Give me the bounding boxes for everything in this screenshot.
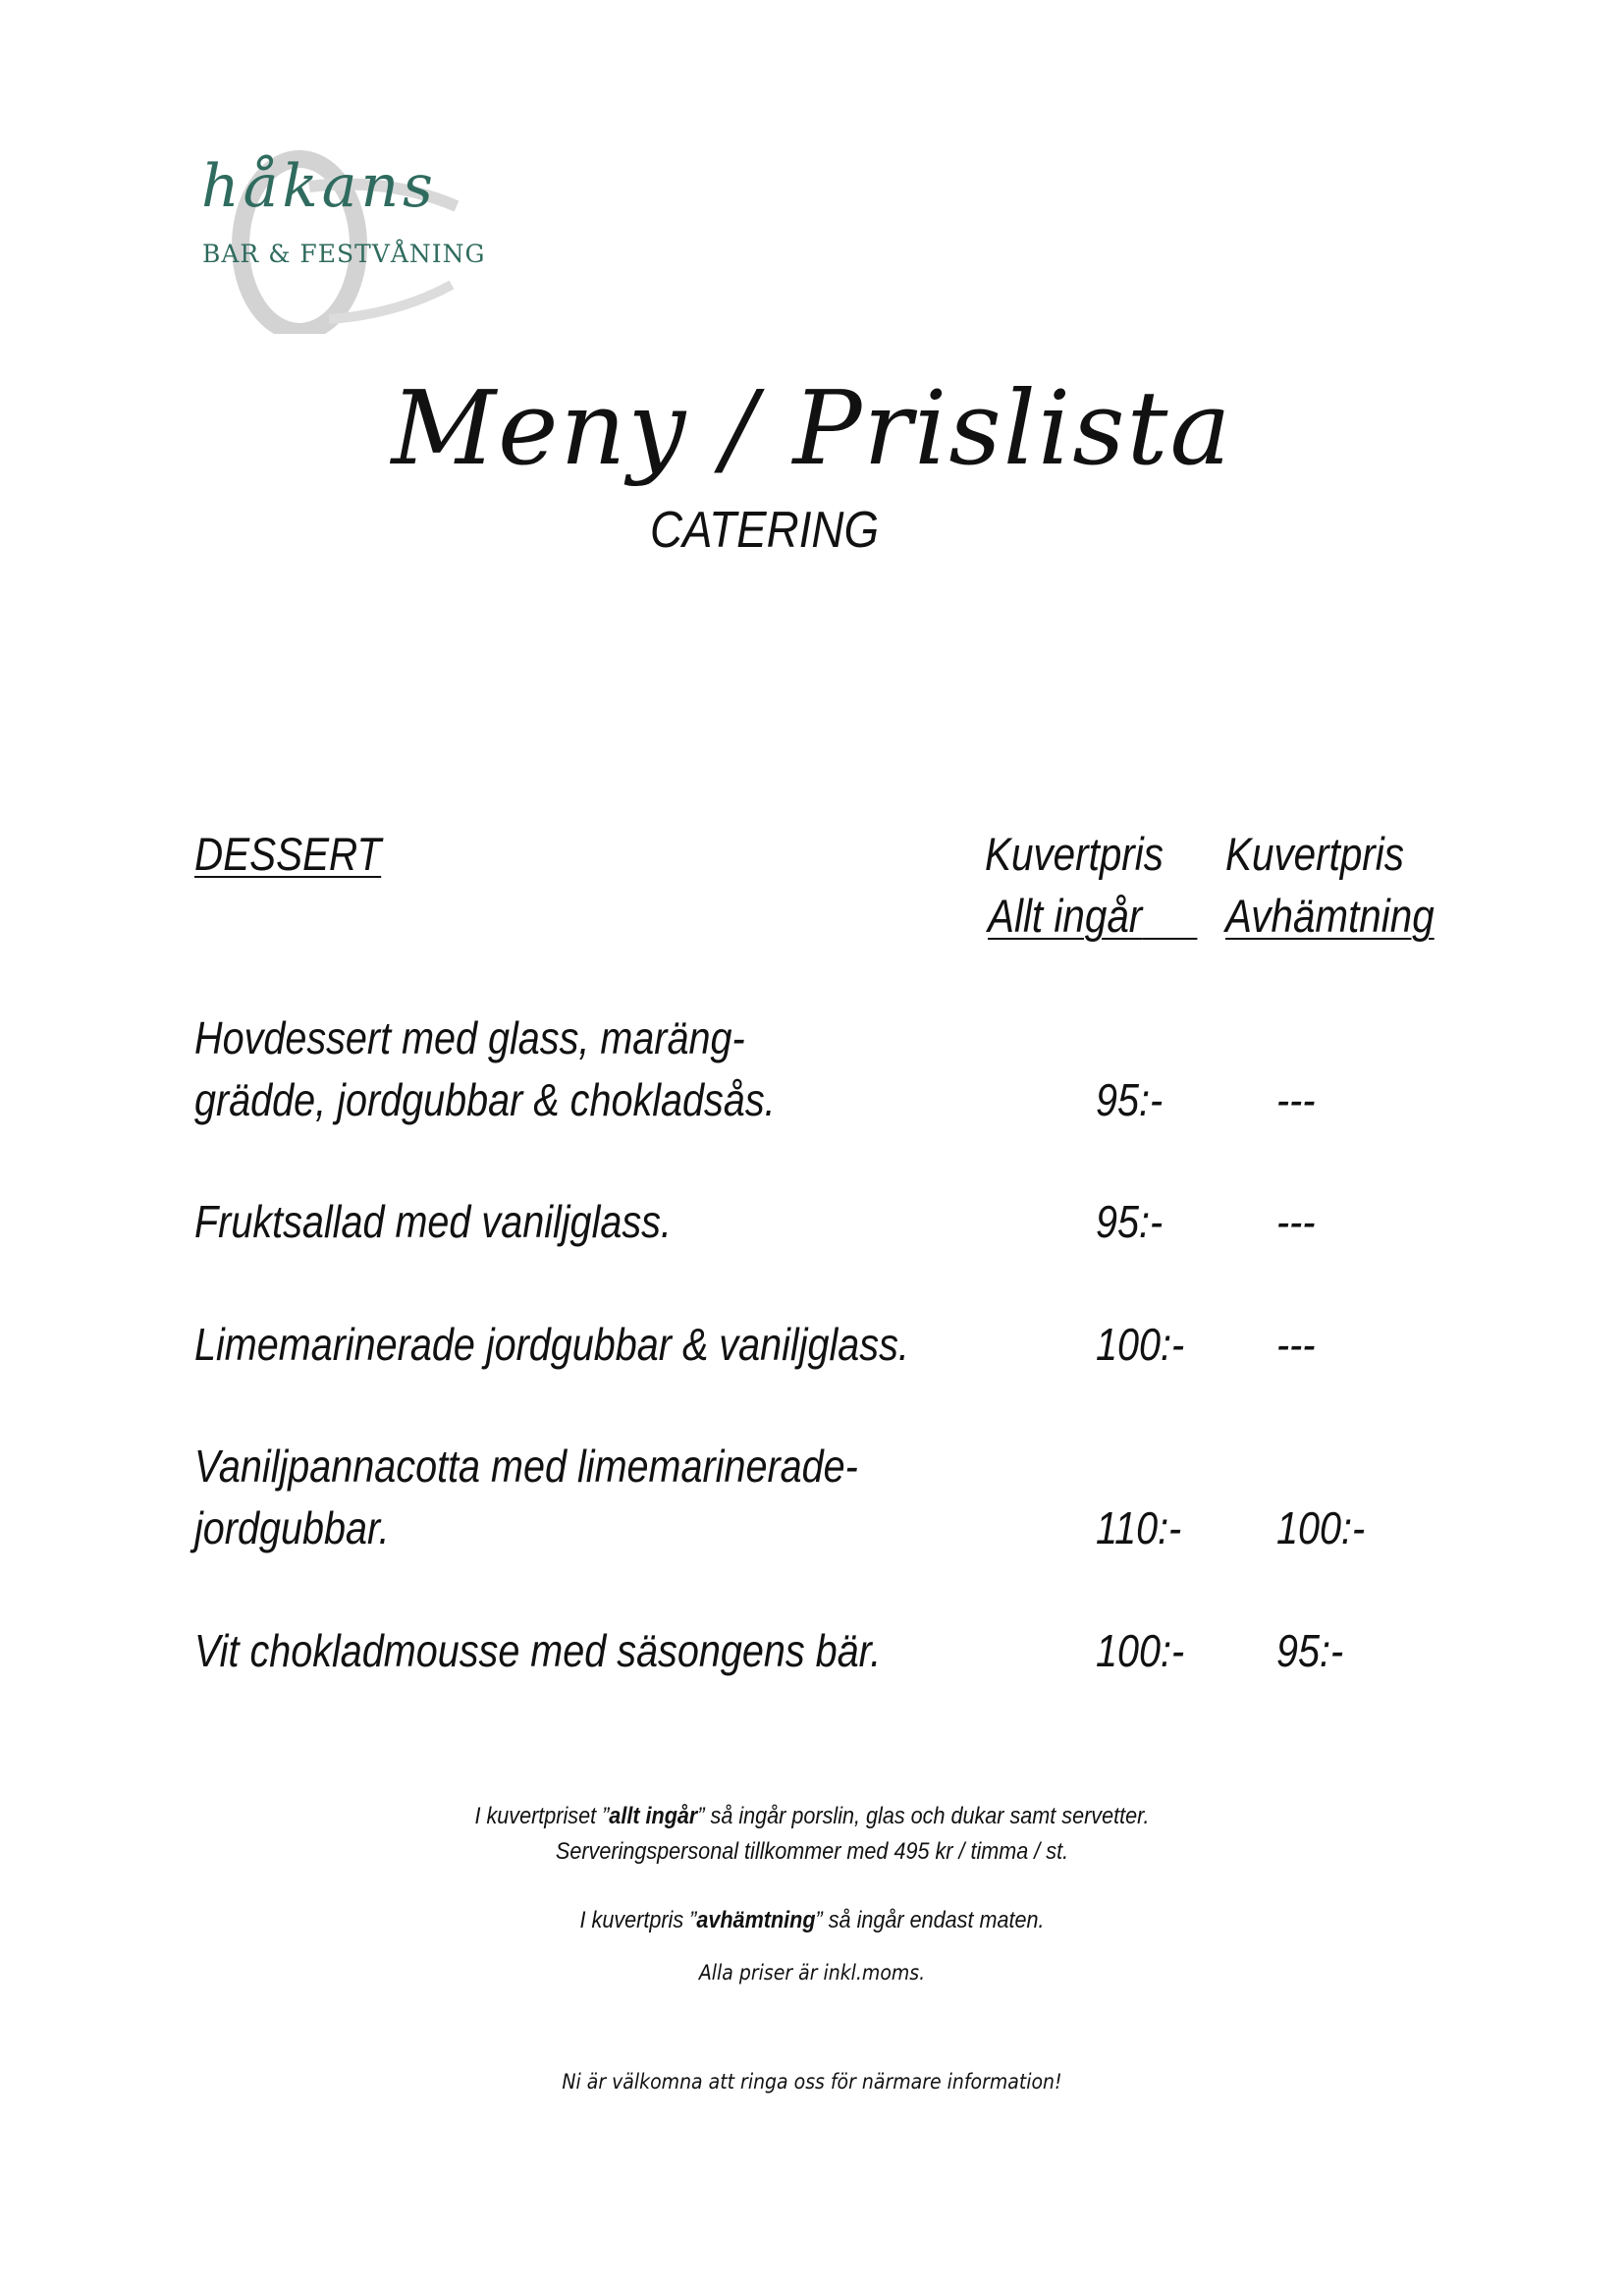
menu-item-price-pickup: 100:- bbox=[1276, 1502, 1366, 1553]
section-heading: DESSERT bbox=[194, 828, 382, 880]
menu-item-name: Vaniljpannacotta med limemarinerade- bbox=[194, 1441, 858, 1492]
column-header-pickup-line1: Kuvertpris bbox=[1225, 828, 1404, 880]
menu-item-price-all: 95:- bbox=[1096, 1196, 1164, 1247]
note-vat: Alla priser är inkl.moms. bbox=[698, 1961, 926, 1985]
menu-item-price-pickup: --- bbox=[1276, 1196, 1316, 1247]
menu-item-price-all: 95:- bbox=[1096, 1074, 1164, 1125]
note-all-included: I kuvertpriset ”allt ingår” så ingår porslin, glas och dukar samt servetter. bbox=[474, 1803, 1150, 1829]
note-contact: Ni är välkomna att ringa oss för närmare information! bbox=[562, 2070, 1062, 2094]
menu-item-name-cont: jordgubbar. bbox=[194, 1502, 390, 1553]
menu-item-price-all: 100:- bbox=[1096, 1625, 1185, 1676]
menu-item-price-all: 100:- bbox=[1096, 1319, 1185, 1370]
brand-tagline: BAR & FESTVÅNING bbox=[202, 240, 486, 268]
menu-item-price-pickup: --- bbox=[1276, 1074, 1316, 1125]
note-staff: Serveringspersonal tillkommer med 495 kr / timma / st. bbox=[555, 1838, 1069, 1865]
page-subtitle: CATERING bbox=[650, 502, 880, 559]
brand-name: håkans bbox=[201, 152, 437, 221]
menu-item-name: Vit chokladmousse med säsongens bär. bbox=[194, 1625, 882, 1676]
menu-item-name: Fruktsallad med vaniljglass. bbox=[194, 1196, 672, 1247]
note-pickup: I kuvertpris ”avhämtning” så ingår endast maten. bbox=[579, 1907, 1045, 1933]
column-header-pickup-line2: Avhämtning bbox=[1225, 890, 1435, 942]
menu-item-name: Limemarinerade jordgubbar & vaniljglass. bbox=[194, 1319, 909, 1370]
menu-item-price-all: 110:- bbox=[1096, 1502, 1182, 1553]
column-header-all-line2: Allt ingår bbox=[988, 890, 1143, 942]
menu-item-price-pickup: 95:- bbox=[1276, 1625, 1344, 1676]
menu-item-name-cont: grädde, jordgubbar & chokladsås. bbox=[194, 1074, 776, 1125]
menu-item-price-pickup: --- bbox=[1276, 1319, 1316, 1370]
column-header-all-line1: Kuvertpris bbox=[985, 828, 1164, 880]
page-title: Meny / Prislista bbox=[391, 368, 1233, 488]
menu-item-name: Hovdessert med glass, maräng- bbox=[194, 1012, 745, 1063]
